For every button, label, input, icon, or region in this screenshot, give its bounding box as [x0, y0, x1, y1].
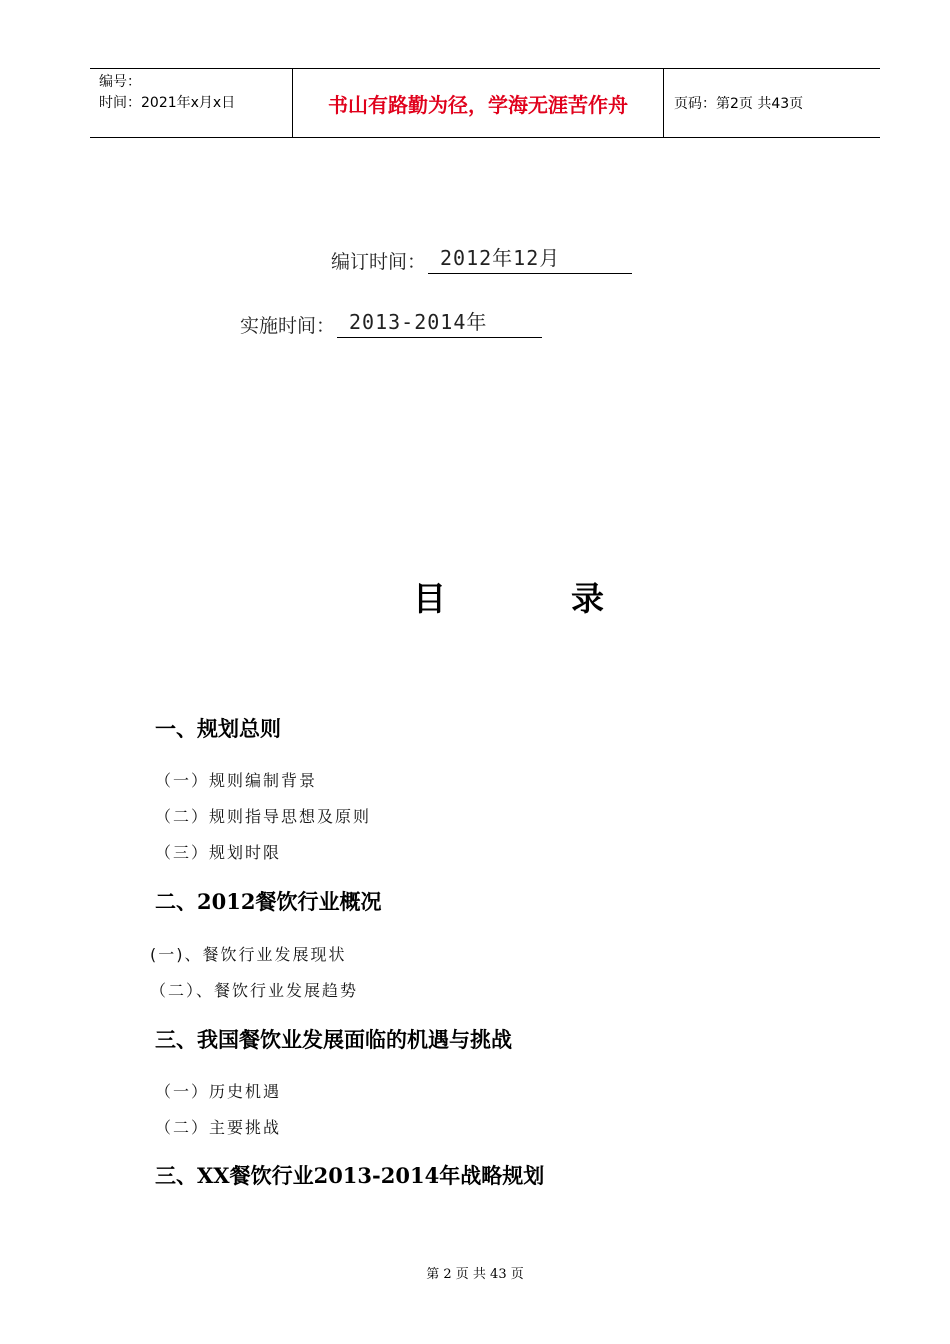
- toc-subitem: （二）主要挑战: [155, 1118, 282, 1137]
- implement-time-value: 2013-2014年: [337, 306, 542, 338]
- toc-subitem: （三）规划时限: [155, 843, 282, 862]
- implement-time-row: [240, 306, 542, 338]
- header-number-label: 编号：: [99, 74, 141, 90]
- toc-subitem: （一）规则编制背景: [155, 771, 318, 790]
- toc-subitem: （一）历史机遇: [155, 1082, 282, 1101]
- page-header: [90, 68, 880, 138]
- toc-heading: 二、2012餐饮行业概况: [155, 889, 382, 914]
- toc-subitem: (一)、餐饮行业发展现状: [150, 945, 347, 964]
- compile-time-value: 2012年12月: [428, 242, 632, 274]
- toc-heading: 三、XX餐饮行业2013-2014年战略规划: [155, 1163, 545, 1188]
- toc-heading: 三、我国餐饮业发展面临的机遇与挑战: [155, 1027, 512, 1052]
- header-time-label: 时间：2021年x月x日: [99, 95, 236, 111]
- page-footer: 第 2 页 共 43 页: [426, 1267, 524, 1282]
- toc-title: [0, 573, 950, 623]
- header-motto: 书山有路勤为径，学海无涯苦作舟: [292, 69, 664, 137]
- toc-subitem: （二）规则指导思想及原则: [155, 807, 372, 826]
- compile-time-label: 编订时间：: [331, 251, 427, 273]
- header-left-cell: [90, 69, 292, 137]
- toc-subitem: （二）、餐饮行业发展趋势: [150, 981, 359, 1000]
- toc-heading: 一、规划总则: [155, 716, 281, 741]
- header-page-info: 页码：第2页 共43页: [674, 96, 804, 112]
- toc-title-char-2: 录: [571, 579, 604, 618]
- compile-time-row: [331, 242, 632, 274]
- toc-title-char-1: 目: [413, 579, 446, 618]
- implement-time-label: 实施时间：: [240, 315, 336, 337]
